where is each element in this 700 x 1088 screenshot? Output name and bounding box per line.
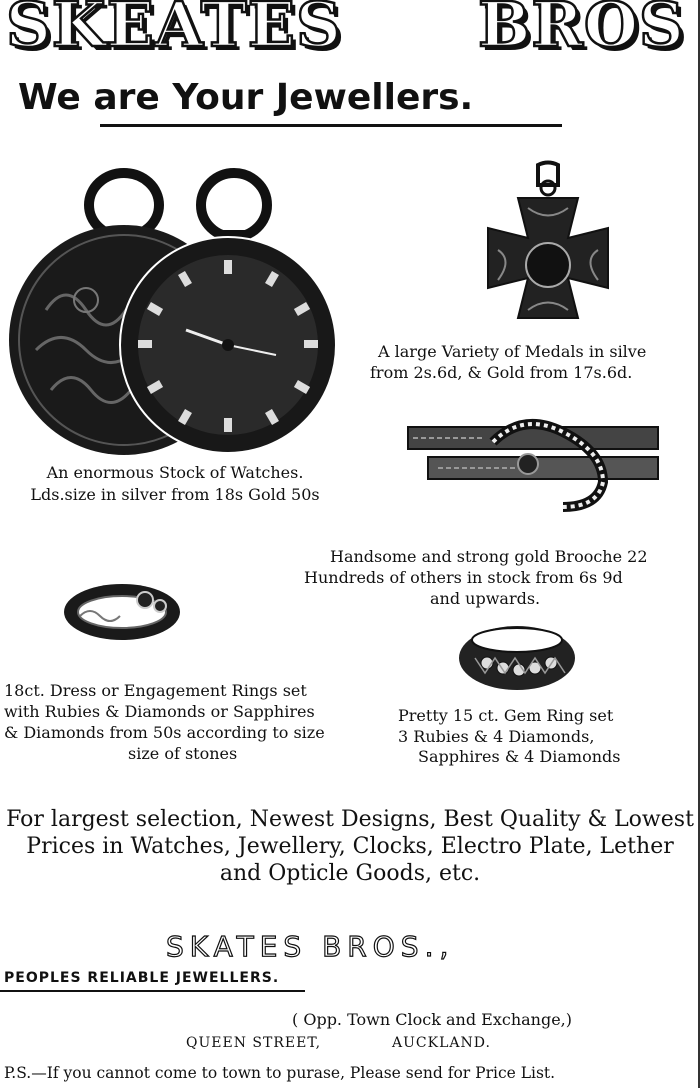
watches-caption-line2: Lds.size in silver from 18s Gold 50s (30, 485, 320, 504)
address-city: AUCKLAND. (392, 1035, 491, 1051)
tagline: We are Your Jewellers. (18, 77, 474, 118)
brooch-illustration (398, 412, 668, 512)
pitch-line1: For largest selection, Newest Designs, Best Quality & Lowest (6, 807, 694, 832)
brooch-caption-line3: and upwards. (430, 589, 541, 608)
brooch-caption-line2: Hundreds of others in stock from 6s 9d (304, 568, 623, 587)
gem-ring-caption-line3: Sapphires & 4 Diamonds (418, 747, 621, 766)
gem-ring-caption-line2: 3 Rubies & 4 Diamonds, (398, 727, 595, 746)
dress-ring-caption-line2: with Rubies & Diamonds or Sapphires (4, 702, 315, 721)
masthead-name-left: SKEATES (6, 0, 342, 61)
dress-ring-caption-line1: 18ct. Dress or Engagement Rings set (4, 681, 307, 700)
dress-ring-caption-line4: size of stones (128, 744, 238, 763)
watches-caption-line1: An enormous Stock of Watches. (46, 463, 304, 482)
medal-caption-line1: A large Variety of Medals in silve (378, 342, 647, 361)
gem-ring-illustration (455, 618, 580, 693)
signature-slogan: PEOPLES RELIABLE JEWELLERS. (4, 970, 280, 986)
medal-illustration (478, 160, 618, 340)
slogan-rule (0, 990, 305, 992)
masthead-name-right: BROS (478, 0, 685, 61)
address-line1: ( Opp. Town Clock and Exchange,) (292, 1010, 573, 1029)
brooch-caption-line1: Handsome and strong gold Brooche 22 (330, 547, 648, 566)
signature-name: SKATES BROS., (166, 930, 455, 963)
pitch-line2: Prices in Watches, Jewellery, Clocks, Electro Plate, Lether (26, 834, 674, 859)
medal-caption-line2: from 2s.6d, & Gold from 17s.6d. (370, 363, 633, 382)
dress-ring-caption-line3: & Diamonds from 50s according to size (4, 723, 325, 742)
postscript: P.S.—If you cannot come to town to purase, Please send for Price List. (4, 1064, 556, 1082)
gem-ring-caption-line1: Pretty 15 ct. Gem Ring set (398, 706, 614, 725)
tagline-rule (100, 124, 562, 127)
pocket-watches-illustration (6, 160, 336, 460)
pitch-line3: and Opticle Goods, etc. (219, 861, 481, 886)
address-street: QUEEN STREET, (186, 1035, 322, 1051)
dress-ring-illustration (60, 578, 190, 648)
